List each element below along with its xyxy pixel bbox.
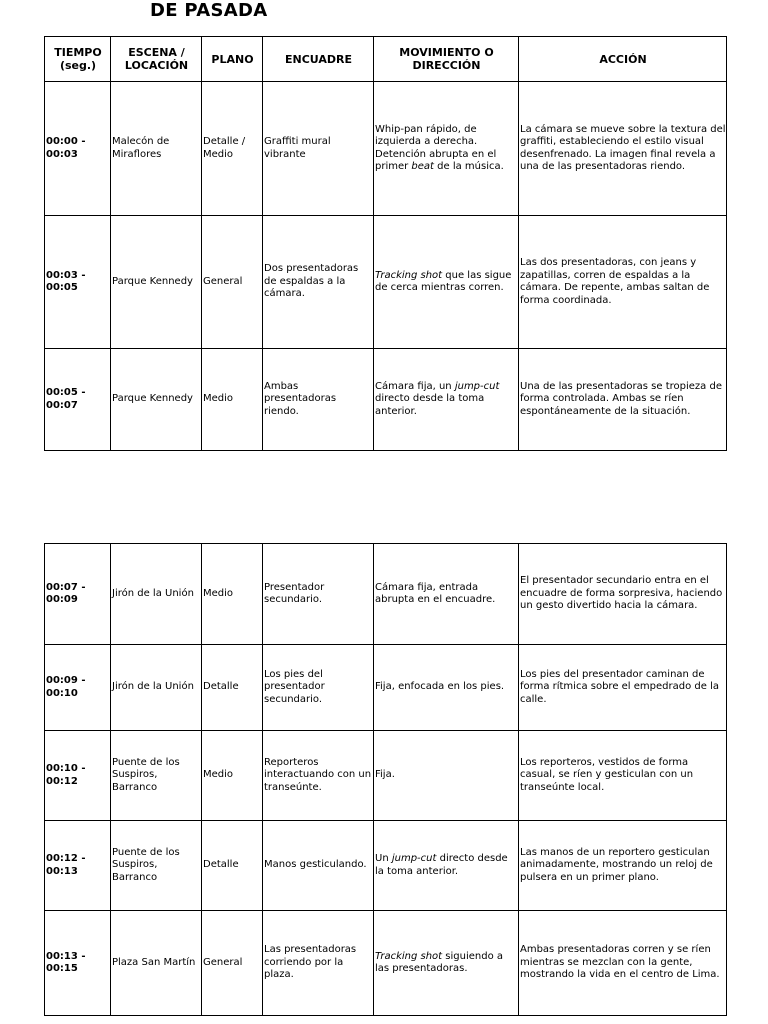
cell-framing: Los pies del presentador secundario. [263,645,374,731]
table-row [45,349,727,451]
cell-movement: Tracking shot que las sigue de cerca mientras corren. [374,216,519,349]
cell-time: 00:09 - 00:10 [45,645,111,731]
cell-action: Ambas presentadoras corren y se ríen mientras se mezclan con la gente, mostrando la vida en el centro de Lima. [519,911,727,1016]
cell-scene: Puente de los Suspiros, Barranco [111,821,202,911]
table-row [45,544,727,645]
cell-action: El presentador secundario entra en el encuadre de forma sorpresiva, haciendo un gesto divertido hacia la cámara. [519,544,727,645]
cell-action: Los reporteros, vestidos de forma casual, se ríen y gesticulan con un transeúnte local. [519,731,727,821]
cell-shot: Detalle [202,645,263,731]
table-row [45,645,727,731]
table-row [45,731,727,821]
cell-action: Una de las presentadoras se tropieza de forma controlada. Ambas se ríen espontáneamente de la situación. [519,349,727,451]
table-row [45,821,727,911]
cell-scene: Plaza San Martín [111,911,202,1016]
cell-time: 00:10 - 00:12 [45,731,111,821]
cell-scene: Malecón de Miraflores [111,82,202,216]
storyboard-table-2 [44,543,727,1016]
header-framing: ENCUADRE [263,37,374,82]
cell-movement: Whip-pan rápido, de izquierda a derecha. Detención abrupta en el primer beat de la música. [374,82,519,216]
cell-shot: General [202,216,263,349]
cell-shot: Detalle / Medio [202,82,263,216]
cell-time: 00:05 - 00:07 [45,349,111,451]
storyboard-table-1 [44,36,727,451]
cell-framing: Reporteros interactuando con un transeúnte. [263,731,374,821]
cell-movement: Tracking shot siguiendo a las presentadoras. [374,911,519,1016]
cell-scene: Puente de los Suspiros, Barranco [111,731,202,821]
document-title: DE PASADA [150,0,268,21]
header-action: ACCIÓN [519,37,727,82]
cell-time: 00:13 - 00:15 [45,911,111,1016]
cell-framing: Manos gesticulando. [263,821,374,911]
header-scene: ESCENA / LOCACIÓN [111,37,202,82]
cell-framing: Las presentadoras corriendo por la plaza. [263,911,374,1016]
cell-movement: Un jump-cut directo desde la toma anterior. [374,821,519,911]
cell-framing: Presentador secundario. [263,544,374,645]
cell-shot: Medio [202,349,263,451]
table-row [45,911,727,1016]
cell-shot: Detalle [202,821,263,911]
cell-shot: Medio [202,544,263,645]
cell-scene: Parque Kennedy [111,349,202,451]
cell-time: 00:03 - 00:05 [45,216,111,349]
cell-time: 00:12 - 00:13 [45,821,111,911]
header-time: TIEMPO (seg.) [45,37,111,82]
cell-shot: General [202,911,263,1016]
header-shot: PLANO [202,37,263,82]
cell-movement: Cámara fija, entrada abrupta en el encuadre. [374,544,519,645]
cell-shot: Medio [202,731,263,821]
cell-time: 00:07 - 00:09 [45,544,111,645]
table-header-row [45,37,727,82]
cell-framing: Dos presentadoras de espaldas a la cámara. [263,216,374,349]
cell-movement: Fija. [374,731,519,821]
cell-movement: Cámara fija, un jump-cut directo desde la toma anterior. [374,349,519,451]
table-row [45,216,727,349]
cell-time: 00:00 - 00:03 [45,82,111,216]
cell-scene: Parque Kennedy [111,216,202,349]
cell-scene: Jirón de la Unión [111,645,202,731]
header-movement: MOVIMIENTO O DIRECCIÓN [374,37,519,82]
cell-framing: Graffiti mural vibrante [263,82,374,216]
table-row [45,82,727,216]
cell-action: Los pies del presentador caminan de forma rítmica sobre el empedrado de la calle. [519,645,727,731]
cell-action: Las dos presentadoras, con jeans y zapatillas, corren de espaldas a la cámara. De repente, ambas saltan de forma coordinada. [519,216,727,349]
cell-framing: Ambas presentadoras riendo. [263,349,374,451]
cell-action: Las manos de un reportero gesticulan animadamente, mostrando un reloj de pulsera en un primer plano. [519,821,727,911]
cell-movement: Fija, enfocada en los pies. [374,645,519,731]
cell-action: La cámara se mueve sobre la textura del graffiti, estableciendo el estilo visual desenfrenado. La imagen final revela a una de las presentadoras riendo. [519,82,727,216]
cell-scene: Jirón de la Unión [111,544,202,645]
